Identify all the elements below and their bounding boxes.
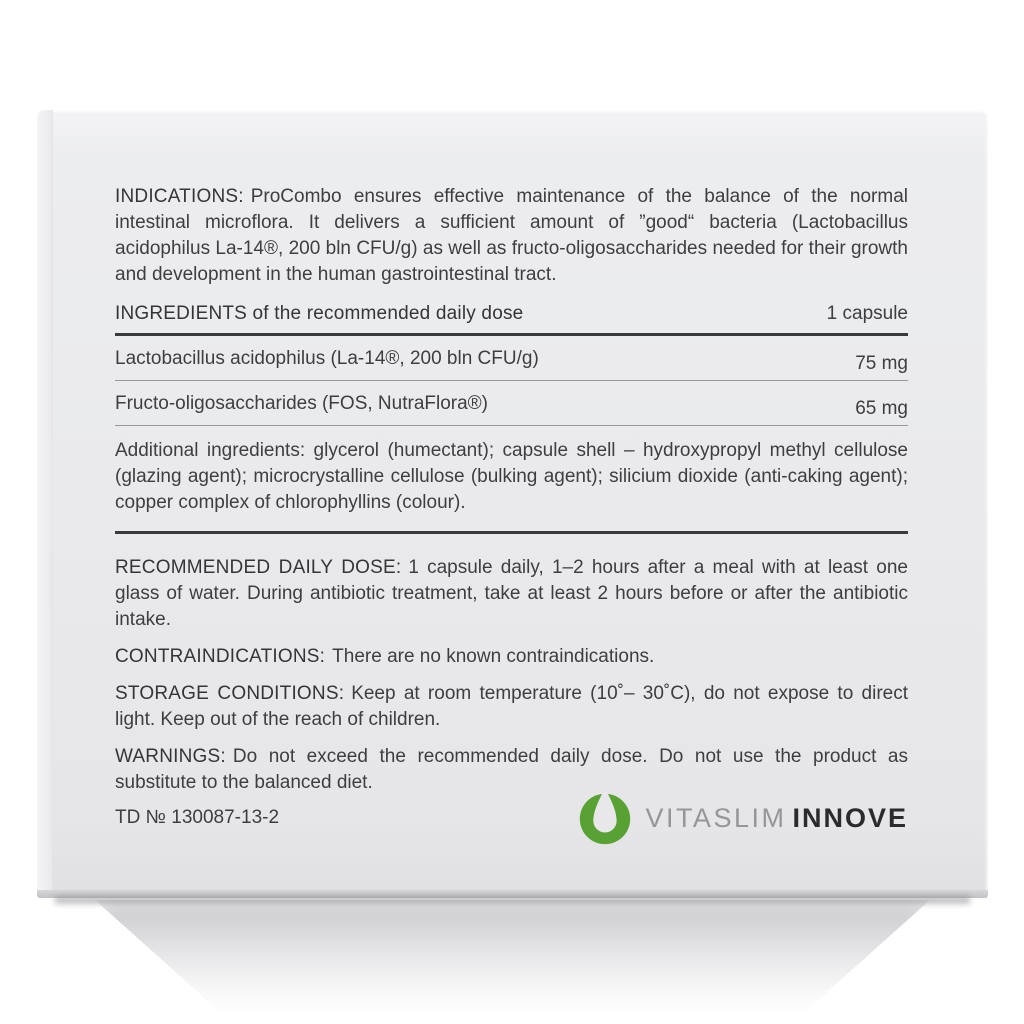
ingredient-name: Fructo-oligosaccharides (FOS, NutraFlora®)	[115, 393, 488, 414]
brand-wordmark	[645, 805, 908, 831]
drop-icon	[577, 788, 633, 848]
label-content	[115, 110, 908, 898]
box-shadow	[95, 900, 930, 1012]
contraindications-label: CONTRAINDICATIONS:	[115, 646, 326, 667]
indications-label: INDICATIONS:	[115, 186, 244, 207]
recommended-dose-paragraph	[115, 555, 908, 633]
contraindications-text: There are no known contraindications.	[332, 646, 655, 667]
package-box	[37, 110, 988, 898]
contraindications-paragraph	[115, 644, 908, 670]
ingredient-amount: 75 mg	[855, 353, 908, 374]
box-left-edge	[37, 110, 53, 898]
ingredient-row	[115, 381, 908, 426]
ingredient-name: Lactobacillus acidophilus (La-14®, 200 bln CFU/g)	[115, 348, 539, 369]
ingredients-table	[115, 301, 908, 534]
recommended-dose-label: RECOMMENDED DAILY DOSE:	[115, 557, 402, 578]
indications-text: ProCombo ensures effective maintenance of the balance of the normal intestinal microflora. It delivers a sufficient amount of ”good“ bacteria (Lactobacillus acidophilus La-14®, 200 bln CFU/g) as well as fructo-oligosaccharides needed for their growth and development in the human gastrointestinal tract.	[115, 186, 908, 285]
brand-name-vitaslim: VITASLIM	[645, 803, 787, 833]
storage-paragraph	[115, 681, 908, 733]
storage-text: Keep at room temperature (10˚– 30˚C), do not expose to direct light. Keep out of the reach of children.	[115, 683, 909, 730]
label-footer	[115, 788, 908, 848]
warnings-label: WARNINGS:	[115, 746, 226, 767]
indications-paragraph	[115, 184, 908, 288]
storage-label: STORAGE CONDITIONS:	[115, 683, 345, 704]
brand-name-innove: INNOVE	[792, 803, 908, 833]
ingredient-amount: 65 mg	[855, 398, 908, 419]
ingredient-row	[115, 336, 908, 381]
td-number: TD № 130087-13-2	[115, 807, 280, 828]
ingredients-header-amount: 1 capsule	[826, 303, 908, 324]
ingredients-header-label: INGREDIENTS of the recommended daily dose	[115, 303, 524, 324]
ingredients-header-row	[115, 301, 908, 336]
recommended-dose-text: 1 capsule daily, 1–2 hours after a meal with at least one glass of water. During antibiotic treatment, take at least 2 hours before or after the antibiotic intake.	[115, 557, 908, 630]
additional-ingredients: Additional ingredients: glycerol (humectant); capsule shell – hydroxypropyl methyl cellulose (glazing agent); microcrystalline cellulose (bulking agent); silicium dioxide (anti-caking agent); copper complex of chlorophyllins (colour).	[115, 426, 908, 534]
warnings-text: Do not exceed the recommended daily dose. Do not use the product as substitute to the balanced diet.	[115, 746, 908, 793]
brand-logo	[577, 788, 908, 848]
